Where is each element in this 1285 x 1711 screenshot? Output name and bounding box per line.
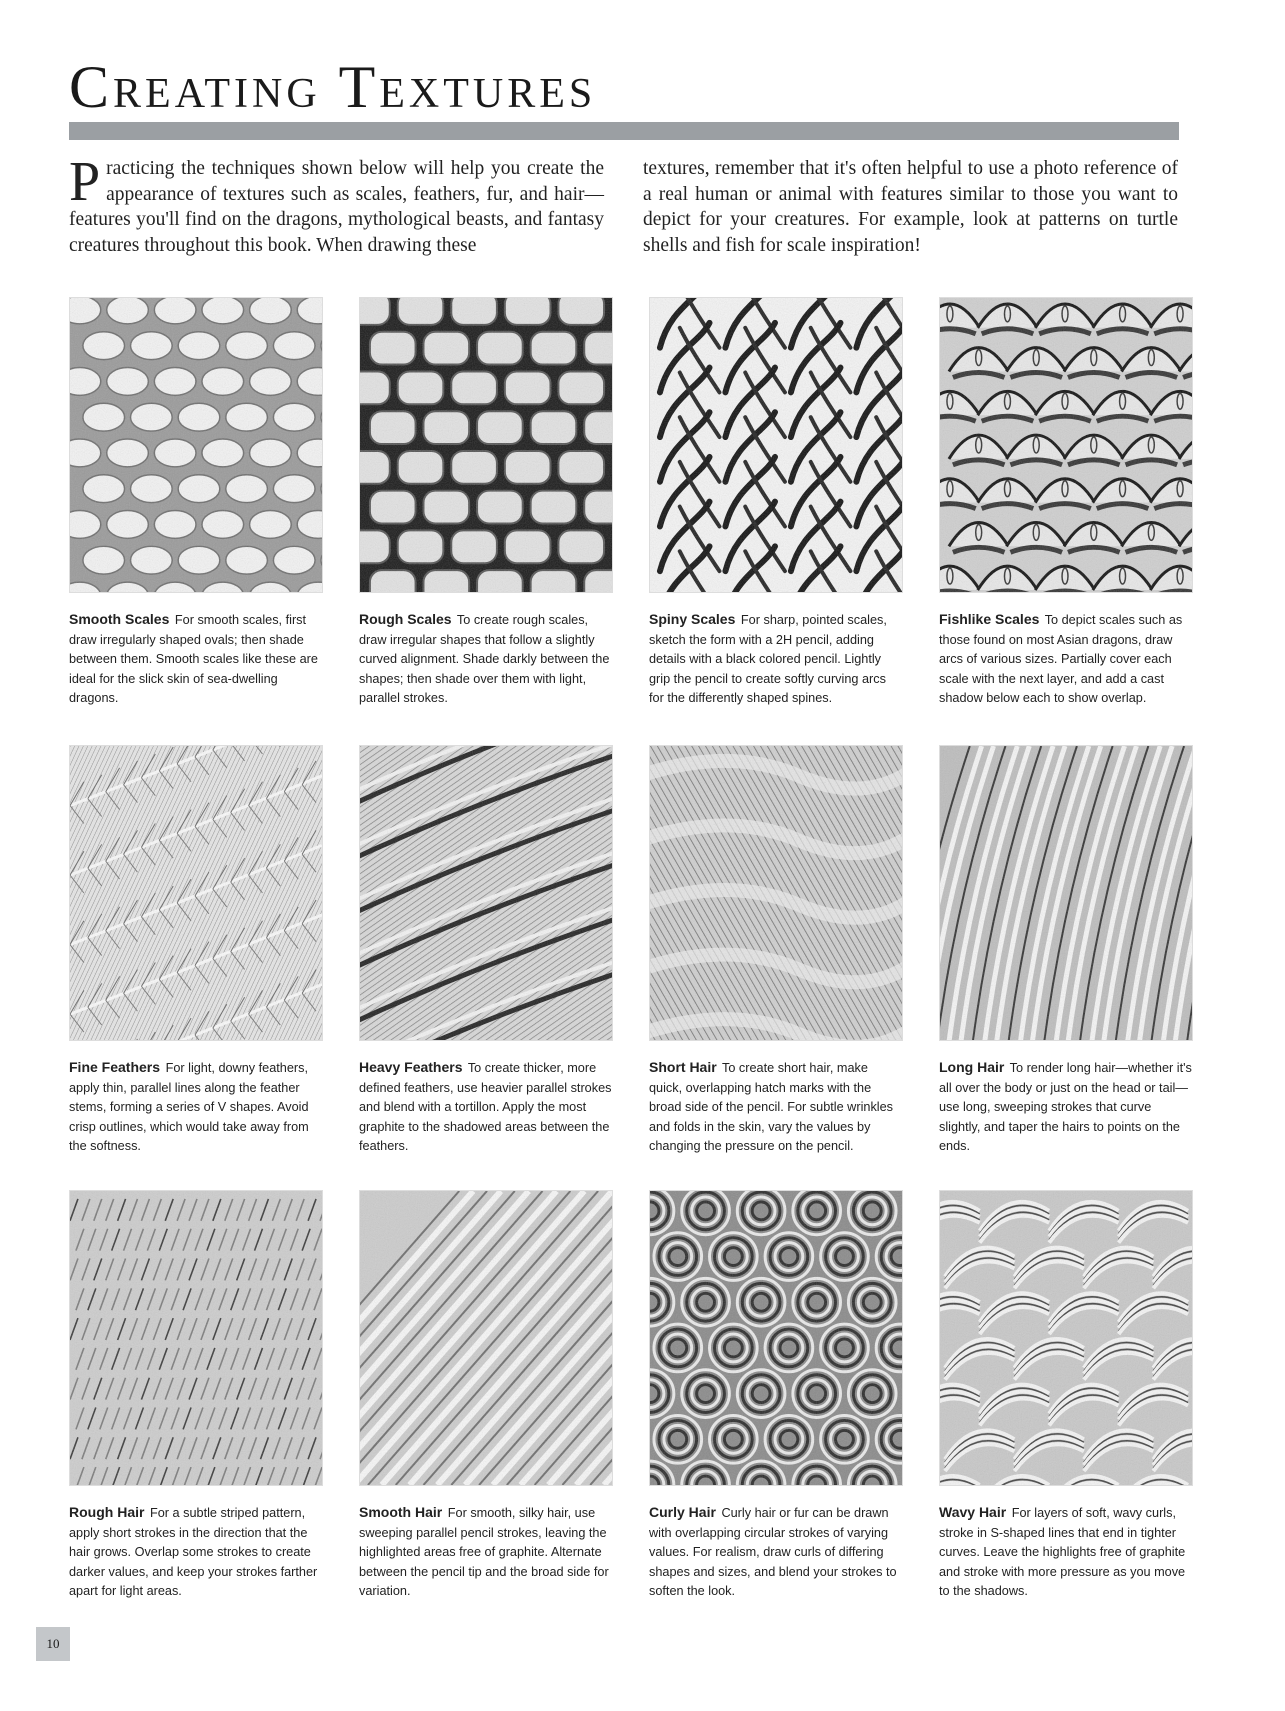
texture-drawing bbox=[940, 298, 1192, 592]
texture-drawing bbox=[650, 298, 902, 592]
texture-drawing bbox=[650, 1191, 902, 1485]
texture-name: Smooth Hair bbox=[359, 1504, 443, 1520]
texture-illustration bbox=[359, 745, 613, 1041]
texture-drawing bbox=[70, 298, 322, 592]
texture-cell bbox=[939, 297, 1193, 709]
page-title: Creating Textures bbox=[69, 54, 597, 120]
texture-drawing bbox=[360, 298, 612, 592]
texture-name: Wavy Hair bbox=[939, 1504, 1007, 1520]
texture-caption bbox=[649, 610, 903, 709]
texture-caption bbox=[359, 1058, 613, 1157]
texture-caption bbox=[649, 1058, 903, 1157]
texture-name: Heavy Feathers bbox=[359, 1059, 463, 1075]
texture-drawing bbox=[70, 746, 322, 1040]
texture-description: To create short hair, make quick, overlapping hatch marks with the broad side of the pencil. For subtle wrinkles and folds in the skin, vary the values by changing the pressure on the pencil. bbox=[649, 1061, 894, 1154]
texture-name: Curly Hair bbox=[649, 1504, 716, 1520]
texture-illustration bbox=[69, 297, 323, 593]
texture-description: To create thicker, more defined feathers, use heavier parallel strokes and blend with a tortillon. Apply the most graphite to the shadowed areas between the feathers. bbox=[359, 1061, 612, 1154]
texture-cell bbox=[359, 1190, 613, 1602]
texture-drawing bbox=[360, 1191, 612, 1485]
texture-name: Short Hair bbox=[649, 1059, 717, 1075]
texture-description: For layers of soft, wavy curls, stroke in S-shaped lines that end in tighter curves. Leave the highlights free of graphite and stroke with more pressure as you move to the shadows. bbox=[939, 1506, 1186, 1599]
texture-illustration bbox=[649, 1190, 903, 1486]
texture-illustration bbox=[649, 297, 903, 593]
texture-cell bbox=[649, 297, 903, 709]
texture-caption bbox=[939, 1503, 1193, 1602]
texture-description: For smooth scales, first draw irregularly shaped ovals; then shade between them. Smooth scales like these are ideal for the slick skin of sea-dwelling dragons. bbox=[69, 613, 318, 706]
texture-description: Curly hair or fur can be drawn with overlapping circular strokes of varying values. For realism, draw curls of differing shapes and sizes, and blend your strokes to soften the look. bbox=[649, 1506, 897, 1599]
texture-name: Long Hair bbox=[939, 1059, 1005, 1075]
texture-cell bbox=[649, 1190, 903, 1602]
texture-name: Rough Scales bbox=[359, 611, 452, 627]
intro-text-1: racticing the techniques shown below will help you create the appearance of textures such as scales, feathers, fur, and hair—features you'll find on the dragons, mythological beasts, and fantasy creatures throughout this book. When drawing these bbox=[69, 158, 604, 256]
texture-drawing bbox=[70, 1191, 322, 1485]
texture-cell bbox=[939, 745, 1193, 1157]
texture-caption bbox=[69, 610, 323, 709]
texture-caption bbox=[359, 1503, 613, 1602]
texture-caption bbox=[69, 1058, 323, 1157]
page-number: 10 bbox=[36, 1627, 70, 1661]
texture-cell bbox=[359, 745, 613, 1157]
texture-name: Fishlike Scales bbox=[939, 611, 1040, 627]
texture-description: For a subtle striped pattern, apply short strokes in the direction that the hair grows. Overlap some strokes to create darker values, and keep your strokes farther apart for light areas. bbox=[69, 1506, 318, 1599]
texture-cell bbox=[649, 745, 903, 1157]
texture-drawing bbox=[650, 746, 902, 1040]
texture-cell bbox=[69, 297, 323, 709]
texture-name: Fine Feathers bbox=[69, 1059, 161, 1075]
texture-caption bbox=[939, 610, 1193, 709]
texture-drawing bbox=[360, 746, 612, 1040]
texture-cell bbox=[69, 1190, 323, 1602]
texture-caption bbox=[649, 1503, 903, 1602]
texture-illustration bbox=[359, 1190, 613, 1486]
texture-illustration bbox=[69, 745, 323, 1041]
texture-drawing bbox=[940, 1191, 1192, 1485]
texture-caption bbox=[359, 610, 613, 709]
intro-column-2: textures, remember that it's often helpful to use a photo reference of a real human or animal with features similar to those you want to depict for your creatures. For example, look at patterns on turtle shells and fish for scale inspiration! bbox=[643, 158, 1178, 256]
texture-illustration bbox=[939, 297, 1193, 593]
texture-description: To render long hair—whether it's all over the body or just on the head or tail—use long, sweeping strokes that curve slightly, and taper the hairs to points on the ends. bbox=[939, 1061, 1192, 1154]
texture-illustration bbox=[939, 1190, 1193, 1486]
texture-caption bbox=[939, 1058, 1193, 1157]
texture-name: Smooth Scales bbox=[69, 611, 170, 627]
texture-illustration bbox=[939, 745, 1193, 1041]
texture-illustration bbox=[69, 1190, 323, 1486]
texture-drawing bbox=[940, 746, 1192, 1040]
texture-cell bbox=[359, 297, 613, 709]
texture-cell bbox=[69, 745, 323, 1157]
drop-cap: P bbox=[69, 151, 101, 213]
texture-name: Rough Hair bbox=[69, 1504, 145, 1520]
texture-description: To create rough scales, draw irregular shapes that follow a slightly curved alignment. Shade darkly between the shapes; then shade over them with light, parallel strokes. bbox=[359, 613, 610, 706]
intro-column-1 bbox=[69, 151, 604, 258]
texture-description: For light, downy feathers, apply thin, parallel lines along the feather stems, forming a series of V shapes. Avoid crisp outlines, which would take away from the softness. bbox=[69, 1061, 309, 1154]
texture-description: To depict scales such as those found on most Asian dragons, draw arcs of various sizes. Partially cover each scale with the next layer, and add a cast shadow below each to show overlap. bbox=[939, 613, 1183, 706]
texture-description: For sharp, pointed scales, sketch the form with a 2H pencil, adding details with a black colored pencil. Lightly grip the pencil to create softly curving arcs for the differently shaped spines. bbox=[649, 613, 887, 706]
texture-caption bbox=[69, 1503, 323, 1602]
texture-illustration bbox=[649, 745, 903, 1041]
texture-illustration bbox=[359, 297, 613, 593]
texture-description: For smooth, silky hair, use sweeping parallel pencil strokes, leaving the highlighted areas free of graphite. Alternate between the pencil tip and the broad side for variation. bbox=[359, 1506, 609, 1599]
title-rule bbox=[69, 122, 1179, 140]
texture-cell bbox=[939, 1190, 1193, 1602]
texture-name: Spiny Scales bbox=[649, 611, 736, 627]
